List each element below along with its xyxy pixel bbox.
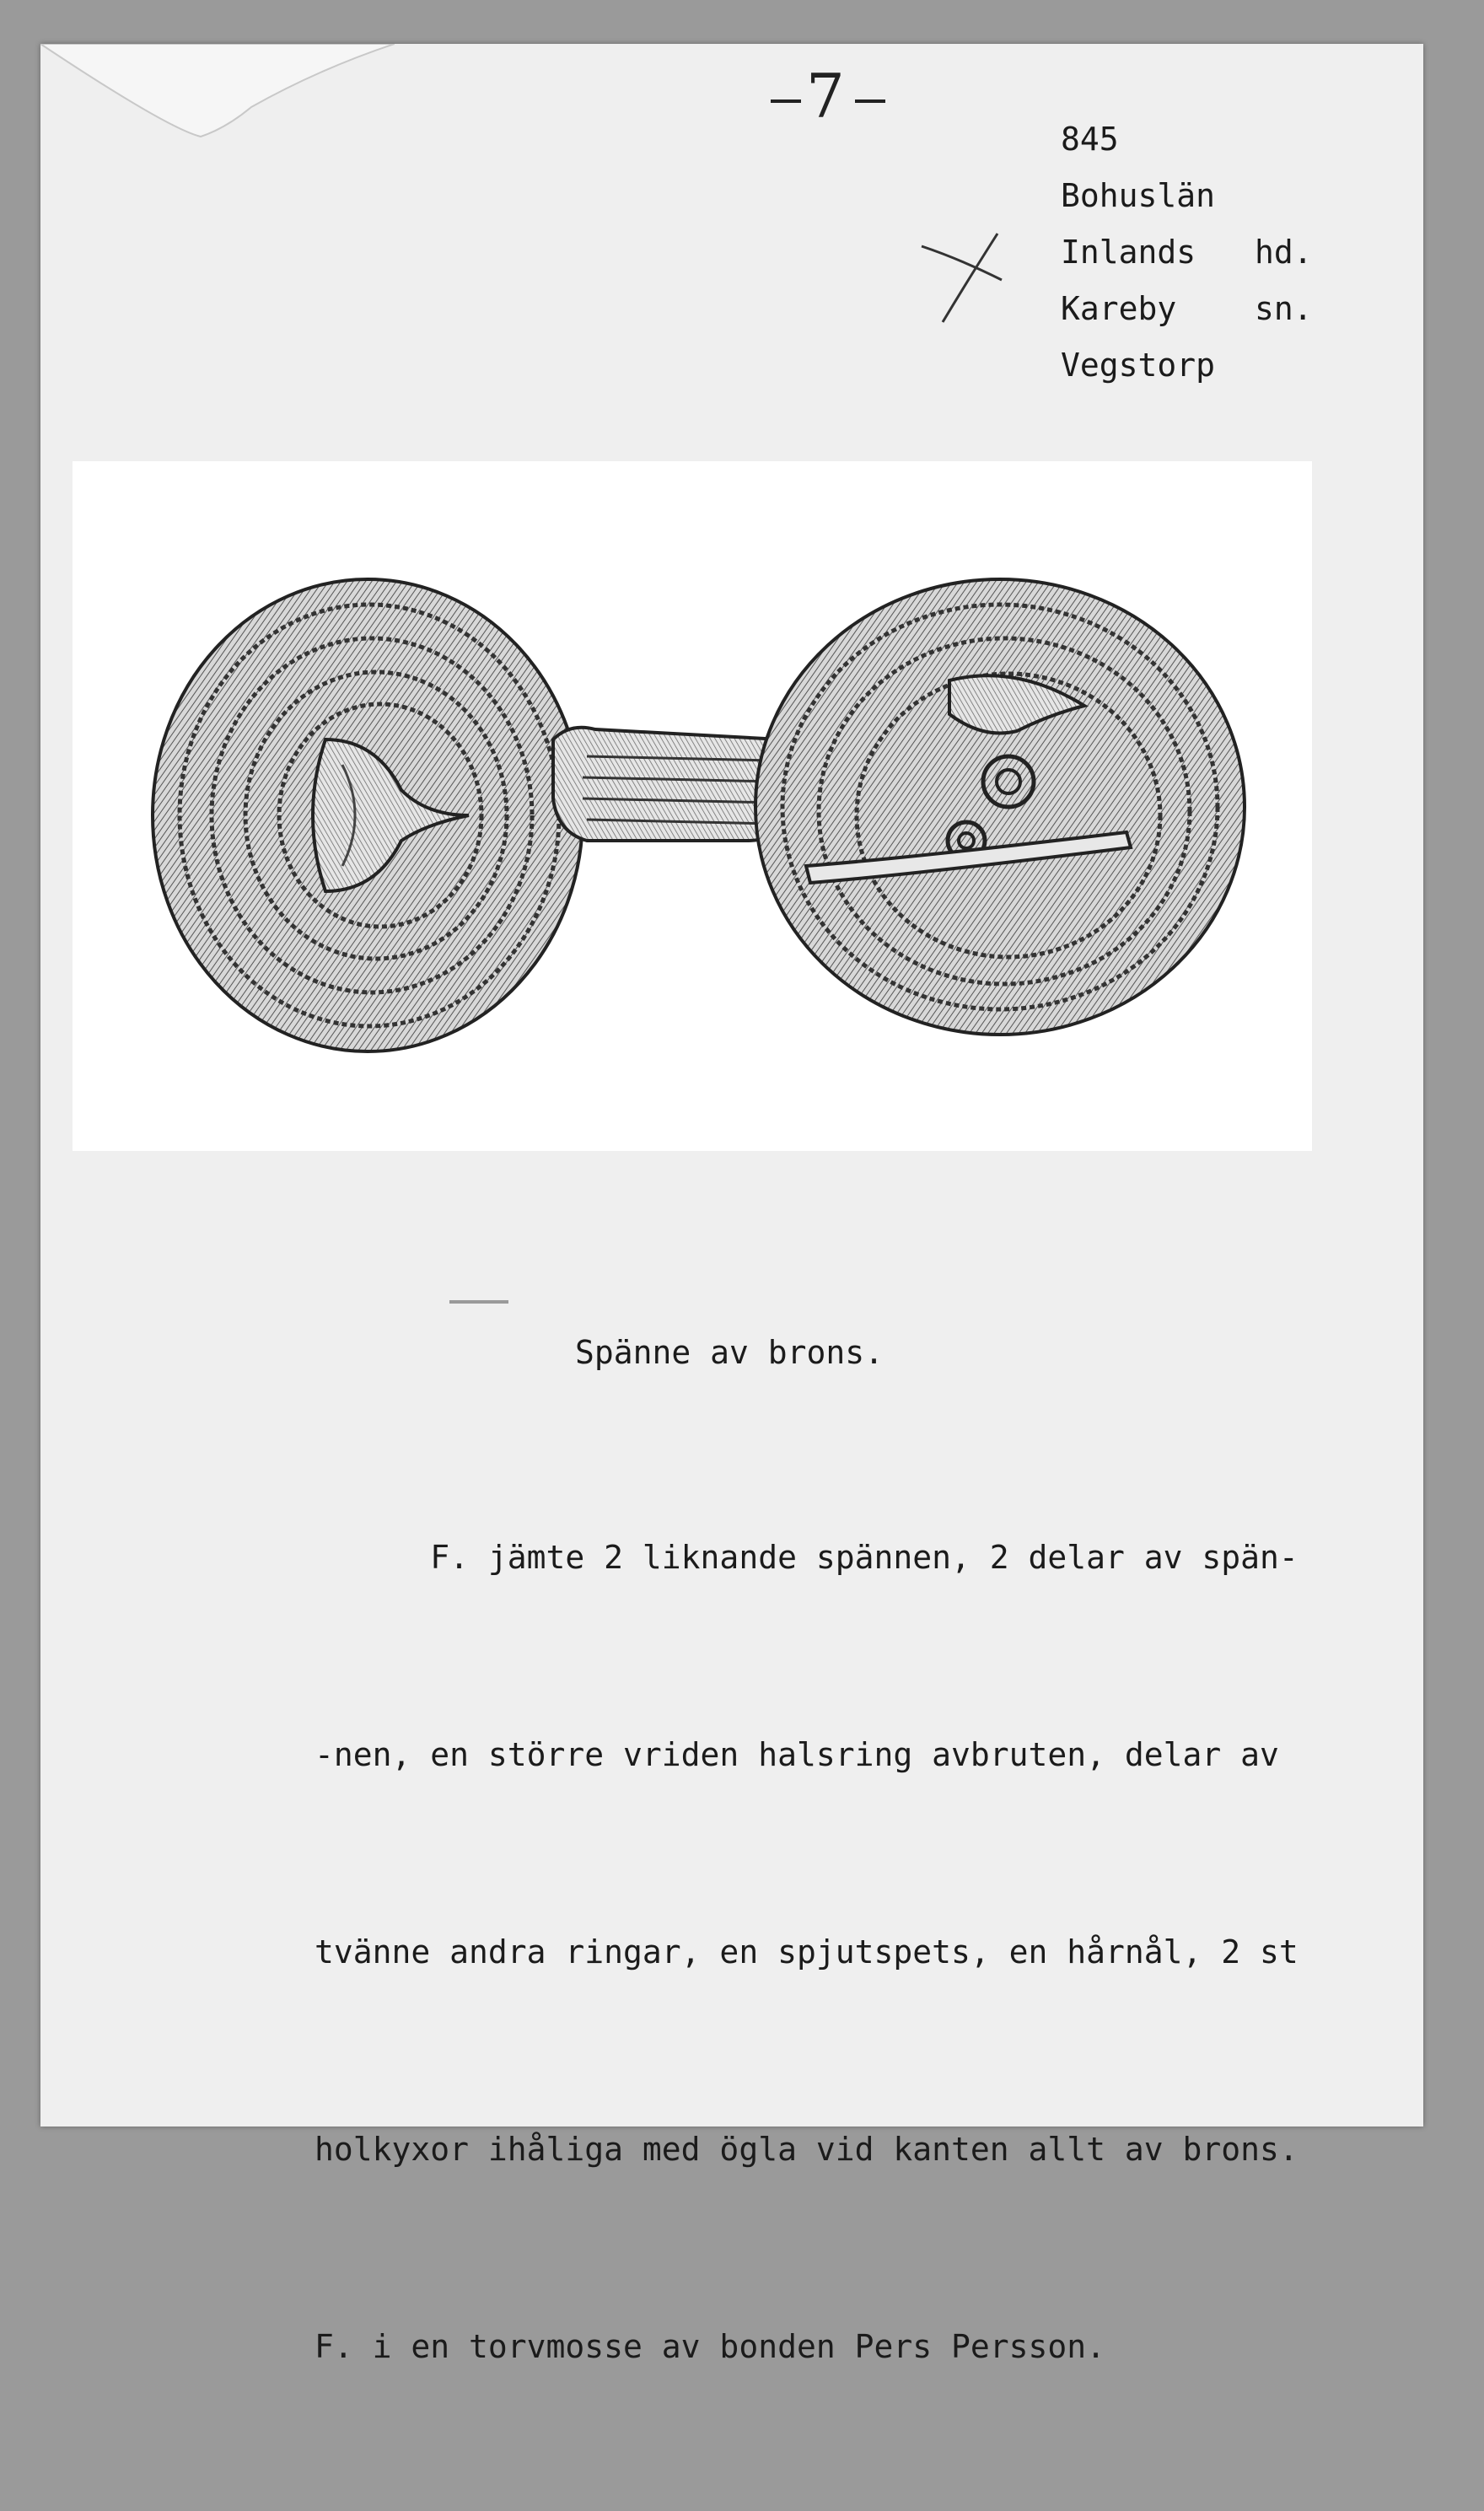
hundred-name: Inlands: [1061, 234, 1196, 271]
find-description: [315, 1393, 1423, 2511]
text-line: F. jämte 2 liknande spännen, 2 delar av spän-: [315, 1539, 1298, 1576]
location-block: [1061, 111, 1313, 394]
corner-fold: [40, 44, 395, 153]
text-line: tvänne andra ringar, en spjutspets, en hårnål, 2 st: [315, 1933, 1298, 1971]
place-row: [1061, 337, 1313, 394]
province: Bohuslän: [1061, 177, 1216, 214]
place: Vegstorp: [1061, 347, 1216, 384]
brooch-photograph: [73, 461, 1312, 1151]
text-line: holkyxor ihåliga med ögla vid kanten allt av brons.: [315, 2131, 1298, 2168]
catalog-number-row: [1061, 111, 1313, 168]
catalog-number: 845: [1061, 121, 1119, 158]
archive-card: [40, 44, 1423, 2365]
parish-name: Kareby: [1061, 290, 1177, 327]
hundred-row: [1061, 224, 1313, 281]
faint-mark: [449, 1300, 508, 1304]
right-disc: [755, 579, 1245, 1035]
province-row: [1061, 168, 1313, 224]
left-disc: [153, 579, 583, 1051]
parish-row: [1061, 281, 1313, 337]
text-line: -nen, en större vriden halsring avbruten, delar av: [315, 1736, 1279, 1773]
text-line: F. i en torvmosse av bonden Pers Persson.: [315, 2328, 1105, 2365]
brooch-illustration: [73, 461, 1312, 1151]
cross-mark-icon: [917, 221, 1010, 331]
page-number: 7: [766, 61, 890, 132]
object-caption: Spänne av brons.: [575, 1334, 884, 1371]
parish-abbr: sn.: [1255, 290, 1313, 327]
hundred-abbr: hd.: [1255, 234, 1313, 271]
